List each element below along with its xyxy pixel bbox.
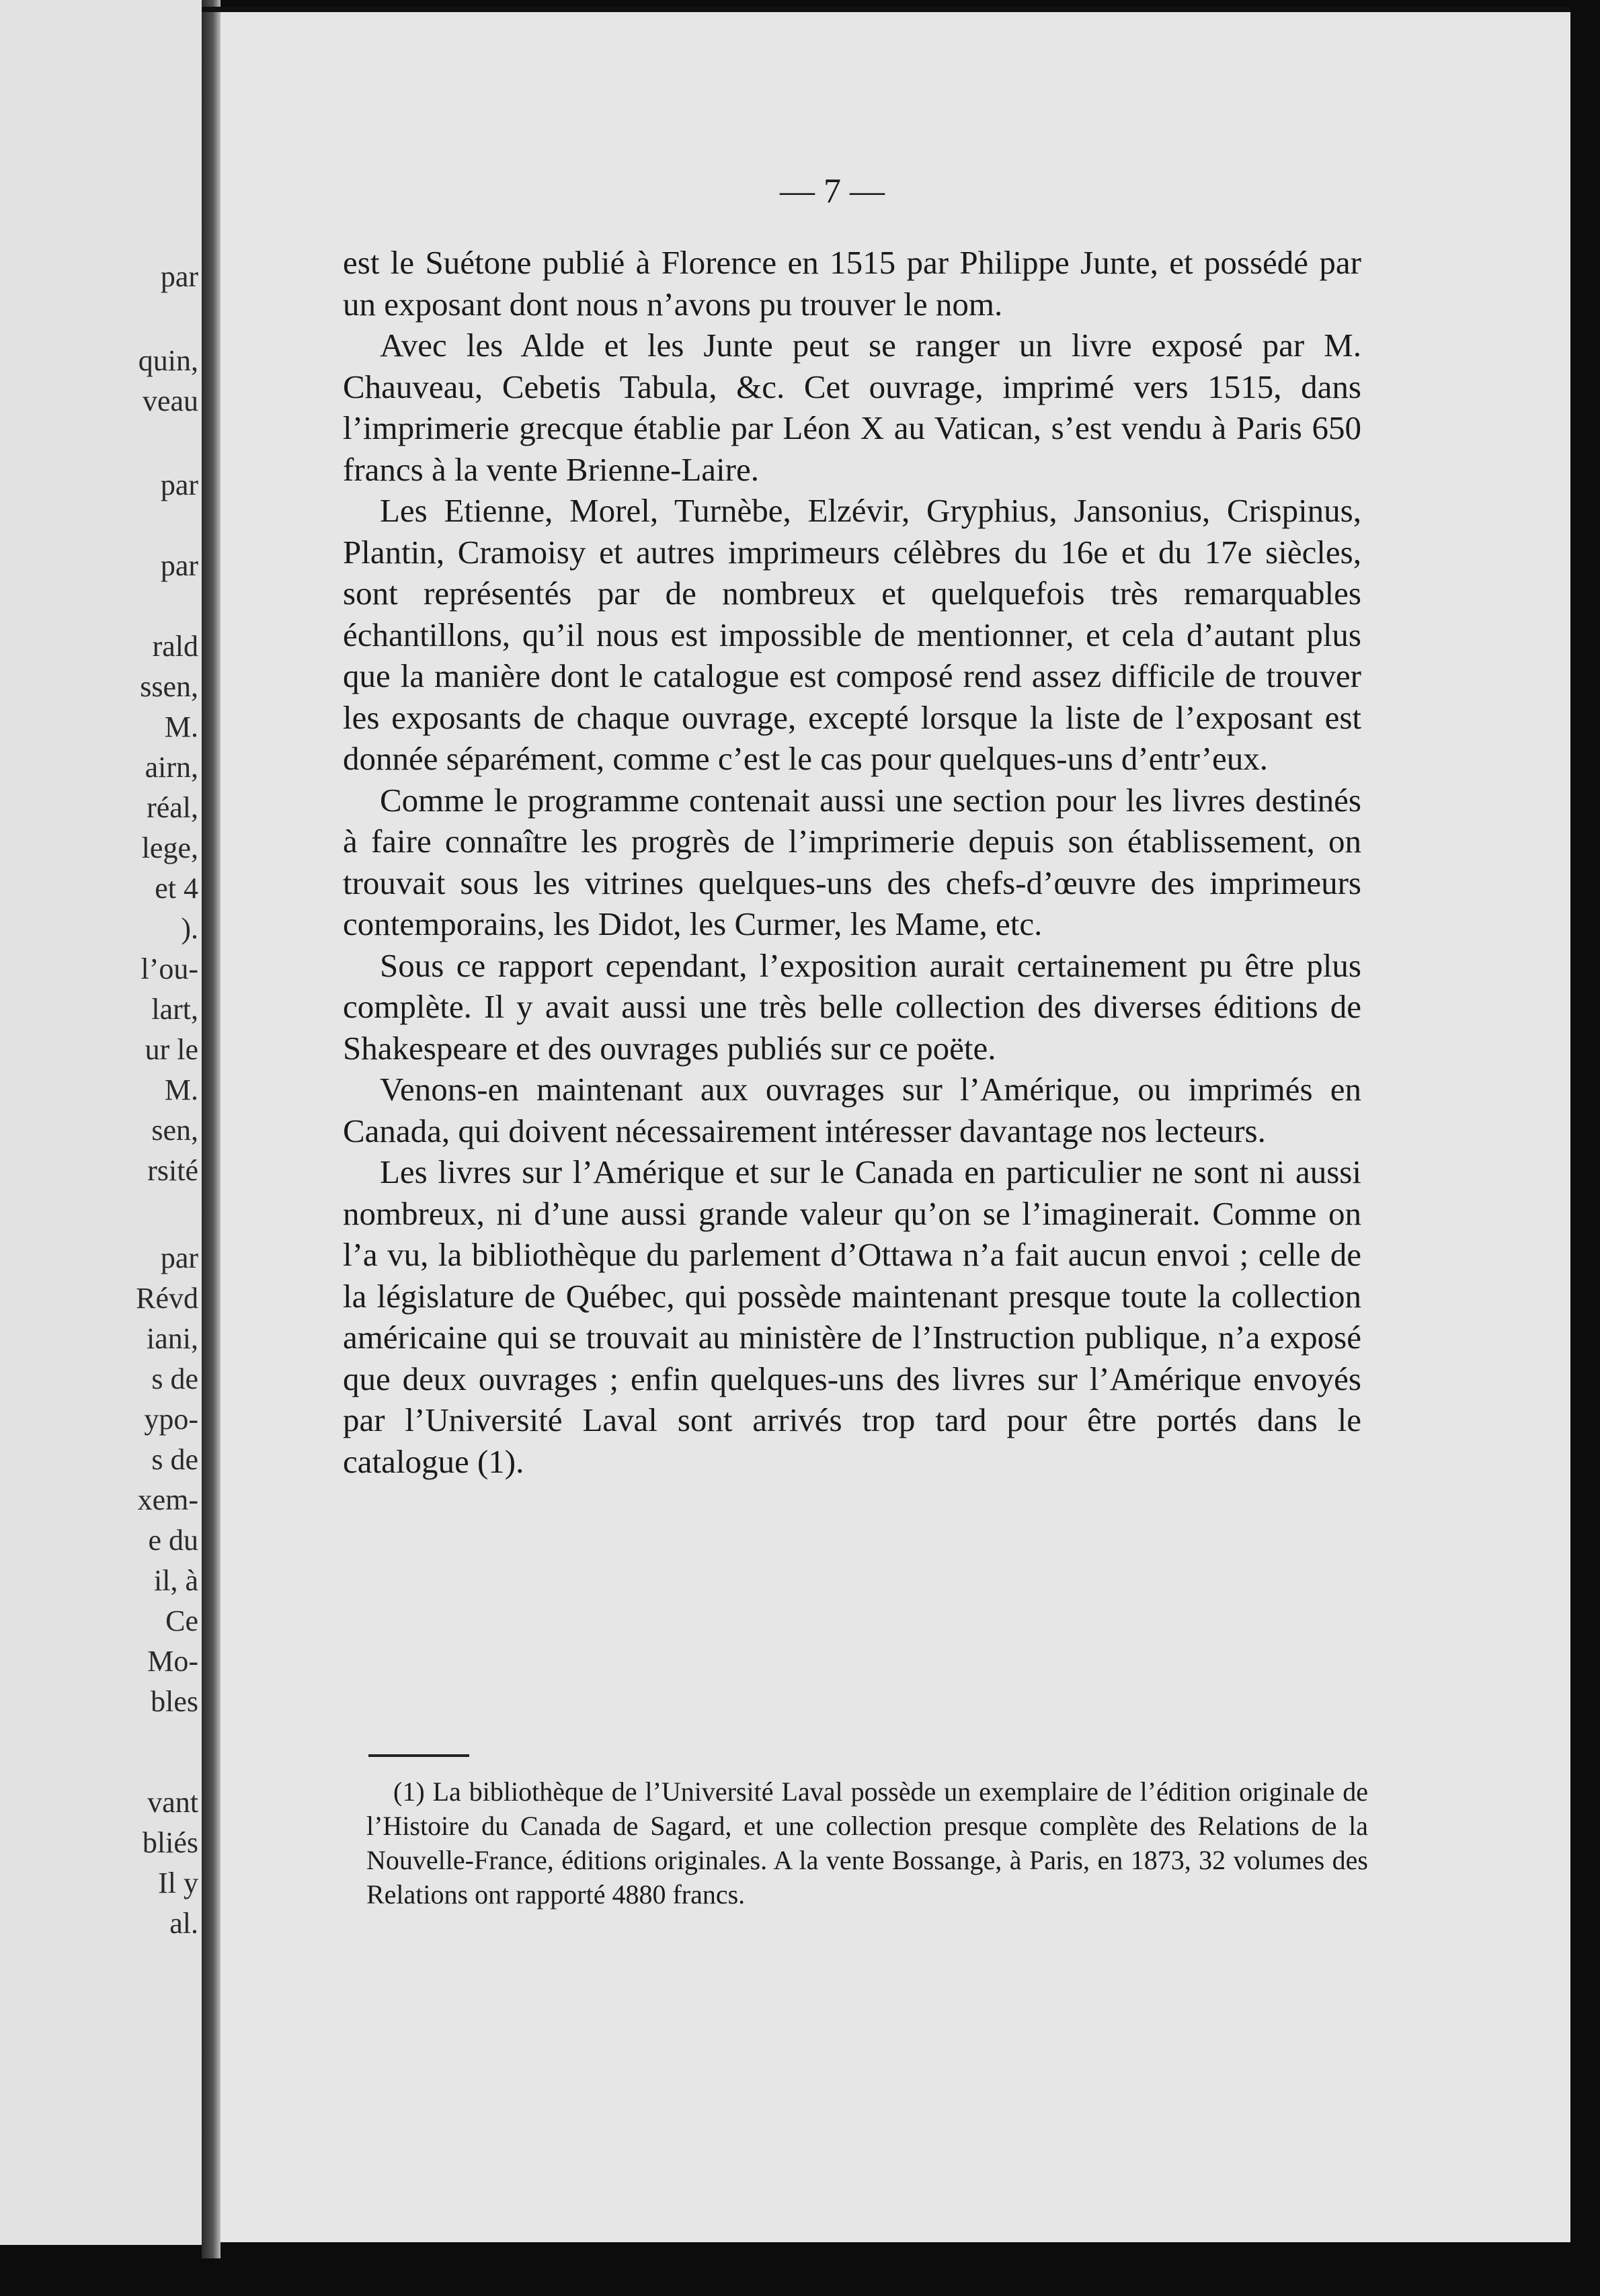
left-page-text: M. <box>164 1073 198 1106</box>
left-page-text: xem- <box>137 1483 198 1516</box>
footnote: (1) La bibliothèque de l’Université Laval possède un exemplaire de l’édition originale de l’Histoire du Canada de Sagard, et une collection presque complète des Relations de la Nouvelle-France, éditions originales. A la vente Bossange, à Paris, en 1873, 32 volumes des Relations ont rapporté 4880 francs. <box>366 1776 1368 1910</box>
body-text <box>343 242 1361 1482</box>
left-page-text: par <box>160 549 198 582</box>
left-page-text: quin, <box>138 344 198 377</box>
left-page-text: airn, <box>145 751 198 784</box>
left-page-text: réal, <box>147 791 198 824</box>
left-page-text: lart, <box>151 993 198 1026</box>
left-page-text: par <box>160 260 198 293</box>
left-page-text: Mo- <box>147 1645 198 1678</box>
left-page-text: l’ou- <box>141 952 198 985</box>
left-page-text: Révd <box>136 1282 198 1315</box>
left-page-text: et 4 <box>155 872 198 905</box>
left-page-text: ur le <box>145 1033 198 1066</box>
left-page-text: rald <box>152 630 198 663</box>
left-page-text: par <box>160 468 198 501</box>
footnote-divider <box>368 1754 469 1757</box>
paragraph: Comme le programme contenait aussi une section pour les livres destinés à faire connaître les progrès de l’imprimerie depuis son établissement, on trouvait sous les vitrines quelques-uns des chefs-d’œuvre des imprimeurs contemporains, les Didot, les Curmer, les Mame, etc. <box>343 781 1361 942</box>
left-page-text: iani, <box>147 1322 198 1355</box>
page-top-edge <box>202 7 1573 12</box>
paragraph: Les Etienne, Morel, Turnèbe, Elzévir, Gryphius, Jansonius, Crispinus, Plantin, Cramoisy et autres imprimeurs célèbres du 16e et du 17e siècles, sont représentés par de nombreux et quelquefois très remarquables échantillons, qu’il nous est impossible de mentionner, et cela d’autant plus que la manière dont le catalogue est composé rend assez difficile de trouver les exposants de chaque ouvrage, excepté lorsque la liste de l’exposant est donnée séparément, comme c’est le cas pour quelques-uns d’entr’eux. <box>343 492 1361 777</box>
left-page-text: s de <box>151 1362 198 1395</box>
paragraph: est le Suétone publié à Florence en 1515 par Philippe Junte, et possédé par un exposant dont nous n’avons pu trouver le nom. <box>343 244 1361 323</box>
left-page-text: s de <box>151 1443 198 1476</box>
left-page-text: rsité <box>147 1154 198 1187</box>
left-page-text: Il y <box>158 1867 198 1899</box>
left-page-text: il, à <box>154 1564 198 1597</box>
left-page-fragment <box>0 0 202 2245</box>
paragraph: Sous ce rapport cependant, l’exposition aurait certainement pu être plus complète. Il y avait aussi une très belle collection des diverses éditions de Shakespeare et des ouvrages publiés sur ce poëte. <box>343 946 1361 1067</box>
left-page-text: M. <box>164 710 198 743</box>
paragraph: Venons-en maintenant aux ouvrages sur l’Amérique, ou imprimés en Canada, qui doivent nécessairement intéresser davantage nos lecteurs. <box>343 1071 1361 1149</box>
left-page-text: al. <box>169 1907 198 1940</box>
left-page-text: ). <box>181 912 198 945</box>
scan-border <box>1570 0 1600 2296</box>
left-page-text: bles <box>151 1685 198 1718</box>
left-page-text: par <box>160 1241 198 1274</box>
left-page-text: sen, <box>151 1114 198 1147</box>
left-page-text: Ce <box>165 1604 198 1637</box>
left-page-text: ssen, <box>140 670 198 703</box>
left-page-text: lege, <box>141 831 198 864</box>
paragraph: Les livres sur l’Amérique et sur le Canada en particulier ne sont ni aussi nombreux, ni d’une aussi grande valeur qu’on se l’imaginerait. Comme on l’a vu, la bibliothèque du parlement d’Ottawa n’a fait aucun envoi ; celle de la législature de Québec, qui possède maintenant presque toute la collection américaine qui se trouvait au ministère de l’Instruction publique, n’a exposé que deux ouvrages ; enfin quelques-uns des livres sur l’Amérique envoyés par l’Université Laval sont arrivés trop tard pour être portés dans le catalogue (1). <box>343 1153 1361 1480</box>
left-page-text: vant <box>147 1786 198 1819</box>
paragraph: Avec les Alde et les Junte peut se ranger un livre exposé par M. Chauveau, Cebetis Tabula, &c. Cet ouvrage, imprimé vers 1515, dans l’imprimerie grecque établie par Léon X au Vatican, s’est vendu à Paris 650 francs à la vente Brienne-Laire. <box>343 327 1361 488</box>
left-page-text: bliés <box>142 1826 198 1859</box>
book-spine <box>202 0 221 2258</box>
page-number: — 7 — <box>780 172 885 210</box>
left-page-text: ypo- <box>144 1403 198 1436</box>
left-page-text: veau <box>142 384 198 417</box>
left-page-text: e du <box>148 1524 198 1557</box>
